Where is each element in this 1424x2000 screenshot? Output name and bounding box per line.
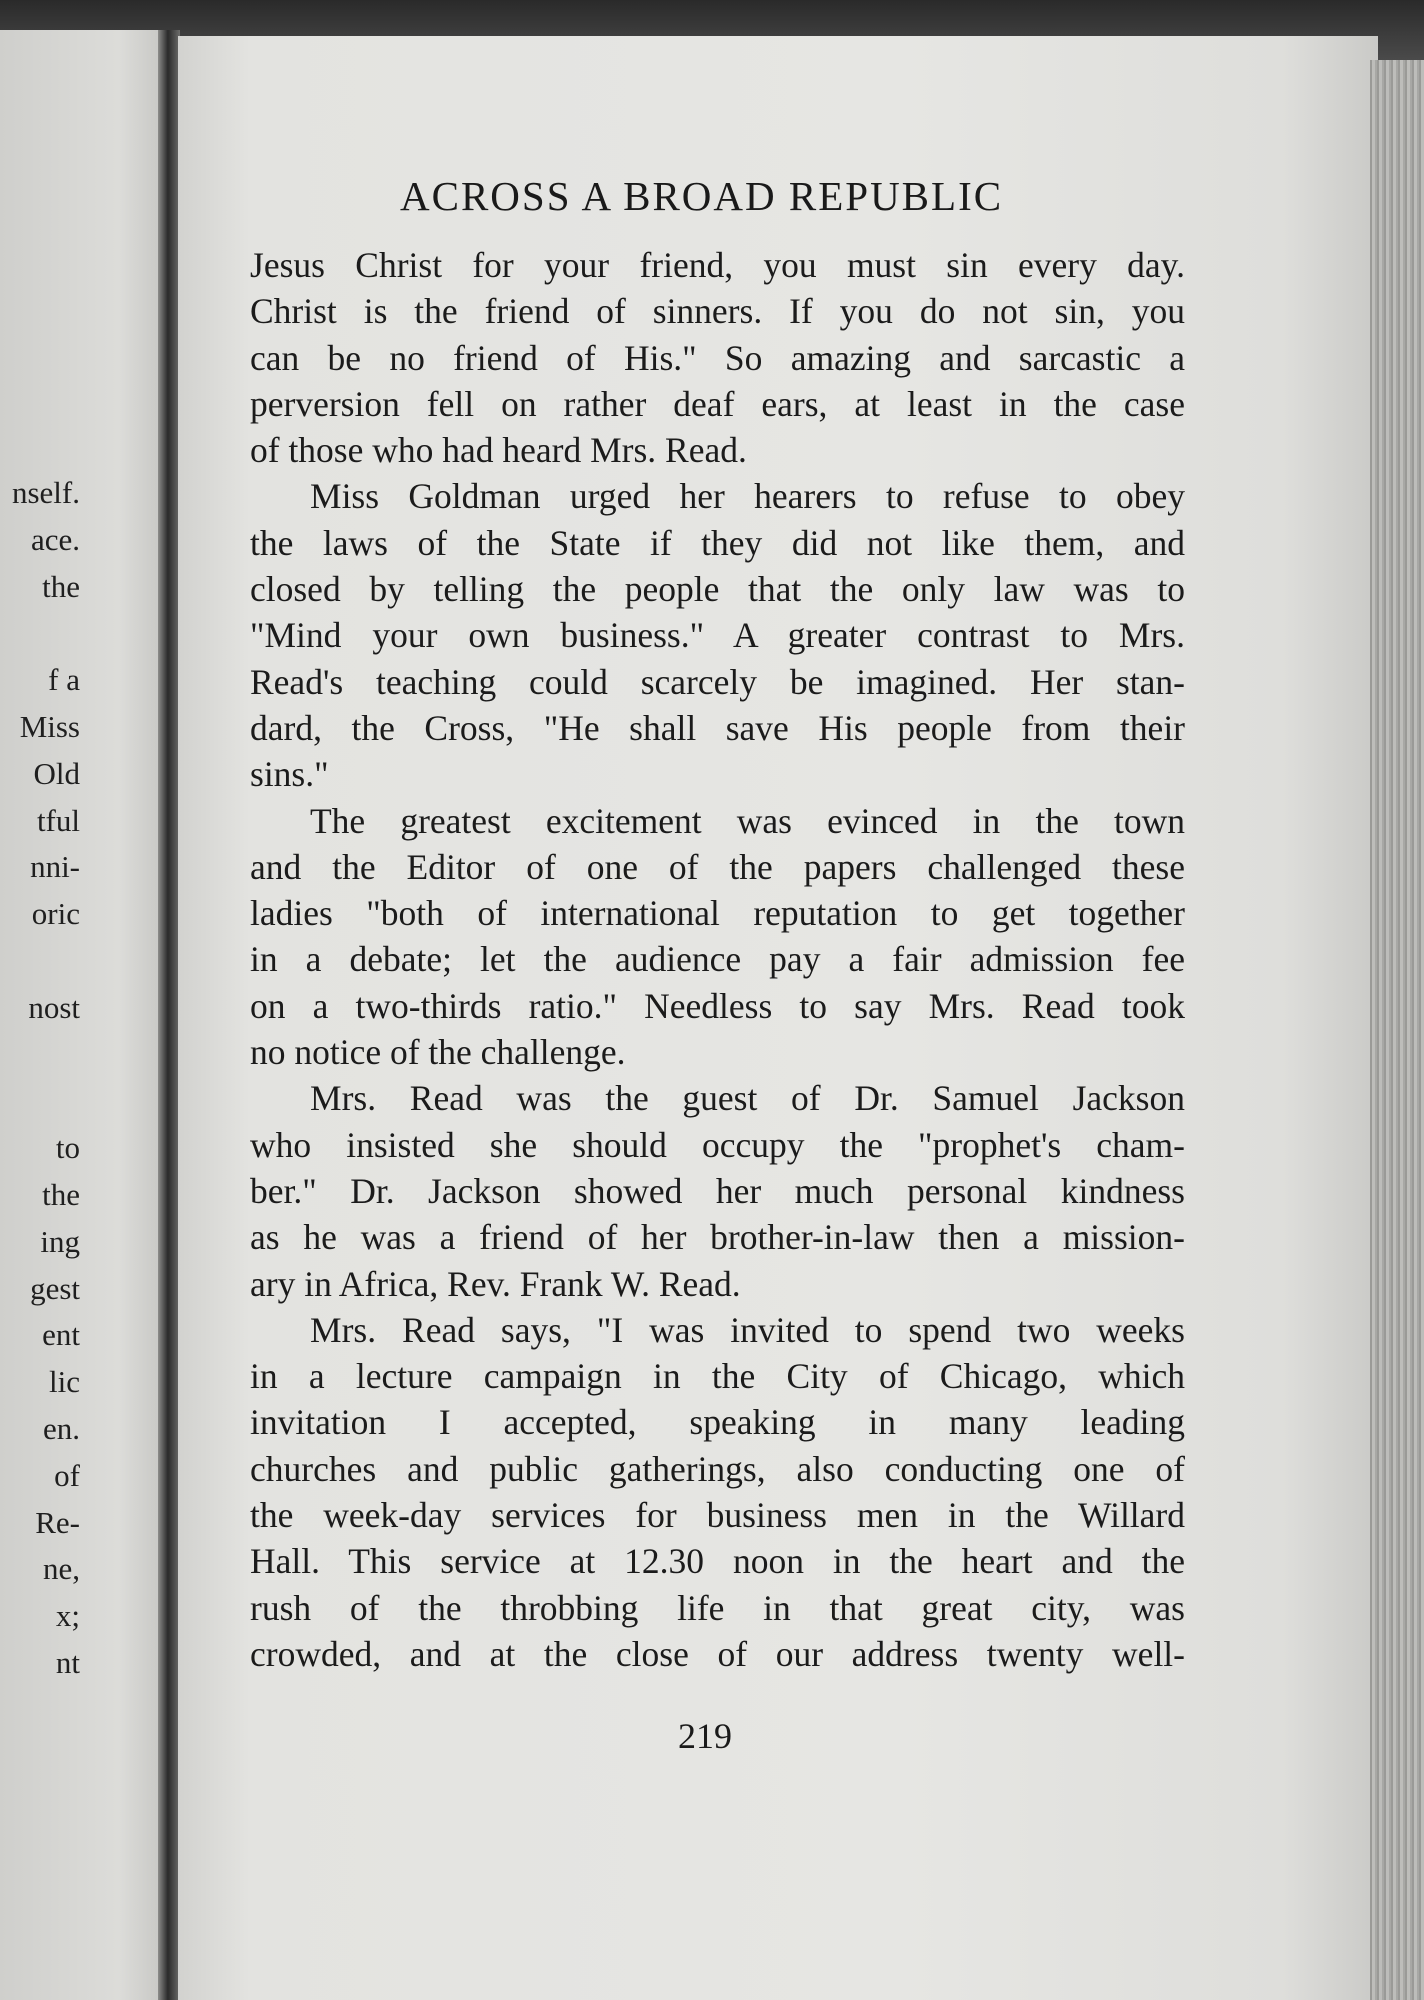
left-page-fragment: en. [42,1410,80,1446]
body-text [250,242,1185,1677]
left-page-fragment: nt [55,1644,80,1680]
text-line: ladies "both of international reputation to get together [250,893,1185,934]
left-page-fragment: to [55,1130,80,1166]
left-page-fragment: ent [42,1317,80,1353]
text-line: churches and public gatherings, also conducting one of [250,1448,1185,1489]
left-page-fragment: ing [40,1223,80,1259]
left-page-fragment: tful [36,802,80,838]
text-line: sins." [250,754,329,795]
text-line: ber." Dr. Jackson showed her much personal kindness [250,1170,1185,1211]
left-page-fragment: Re- [35,1504,80,1540]
left-page-fragment: nost [28,989,80,1025]
text-line: rush of the throbbing life in that great city, was [250,1587,1185,1628]
text-line: invitation I accepted, speaking in many leading [250,1402,1185,1443]
text-line: and the Editor of one of the papers challenged these [250,846,1185,887]
text-line: the laws of the State if they did not like them, and [250,522,1185,563]
left-page-fragment [0,938,80,985]
text-line: in a lecture campaign in the City of Chicago, which [250,1356,1185,1397]
left-page-fragment: gest [30,1270,80,1306]
text-line: The greatest excitement was evinced in the town [310,800,1185,841]
left-page-fragment: oric [31,896,80,932]
running-head: ACROSS A BROAD REPUBLIC [400,173,1004,219]
text-line: ary in Africa, Rev. Frank W. Read. [250,1263,741,1304]
left-page-fragment: of [54,1457,80,1493]
left-page-fragment: nself. [11,475,80,510]
text-line: on a two-thirds ratio." Needless to say Mrs. Read took [250,985,1185,1026]
text-line: Hall. This service at 12.30 noon in the heart and the [250,1541,1185,1582]
left-page-fragment: nni- [30,849,80,885]
left-page-fragment: the [42,568,80,604]
text-line: "Mind your own business." A greater contrast to Mrs. [250,615,1185,656]
page-number: 219 [678,1716,732,1756]
text-line: Mrs. Read says, "I was invited to spend two weeks [310,1309,1185,1350]
text-line: closed by telling the people that the only law was to [250,569,1185,610]
left-page-fragment [0,610,80,657]
text-line: Miss Goldman urged her hearers to refuse to obey [310,476,1185,517]
text-line: dard, the Cross, "He shall save His people from their [250,707,1185,748]
text-line: of those who had heard Mrs. Read. [250,430,747,471]
text-line: Jesus Christ for your friend, you must sin every day. [250,245,1185,285]
left-page-fragment [0,1032,80,1079]
text-line: can be no friend of His." So amazing and sarcastic a [250,337,1185,378]
left-page-fragment: lic [49,1364,80,1400]
text-line: perversion fell on rather deaf ears, at least in the case [250,383,1185,424]
left-page-fragment: Old [33,755,80,791]
left-page-fragment: the [42,1176,80,1212]
page-edges [1370,60,1424,2000]
text-line: Mrs. Read was the guest of Dr. Samuel Jackson [310,1078,1185,1119]
left-page-fragment: x; [55,1598,80,1634]
left-page-fragment [0,1078,80,1125]
text-line: the week-day services for business men in the Willard [250,1495,1185,1536]
text-line: crowded, and at the close of our address twenty well- [250,1633,1185,1674]
book-gutter [158,30,180,2000]
left-page-fragment: Miss [19,708,80,744]
left-page-fragment: ne, [42,1551,80,1587]
text-line: Christ is the friend of sinners. If you do not sin, you [250,291,1185,332]
text-line: in a debate; let the audience pay a fair admission fee [250,939,1185,980]
left-page-text [0,470,80,1687]
text-line: no notice of the challenge. [250,1032,626,1073]
text-line: Read's teaching could scarcely be imagined. Her stan- [250,661,1185,702]
text-line: who insisted she should occupy the "prophet's cham- [250,1124,1185,1165]
left-page-fragment: f a [48,662,80,698]
text-line: as he was a friend of her brother-in-law then a mission- [250,1217,1185,1258]
left-page-fragment: ace. [30,521,80,557]
